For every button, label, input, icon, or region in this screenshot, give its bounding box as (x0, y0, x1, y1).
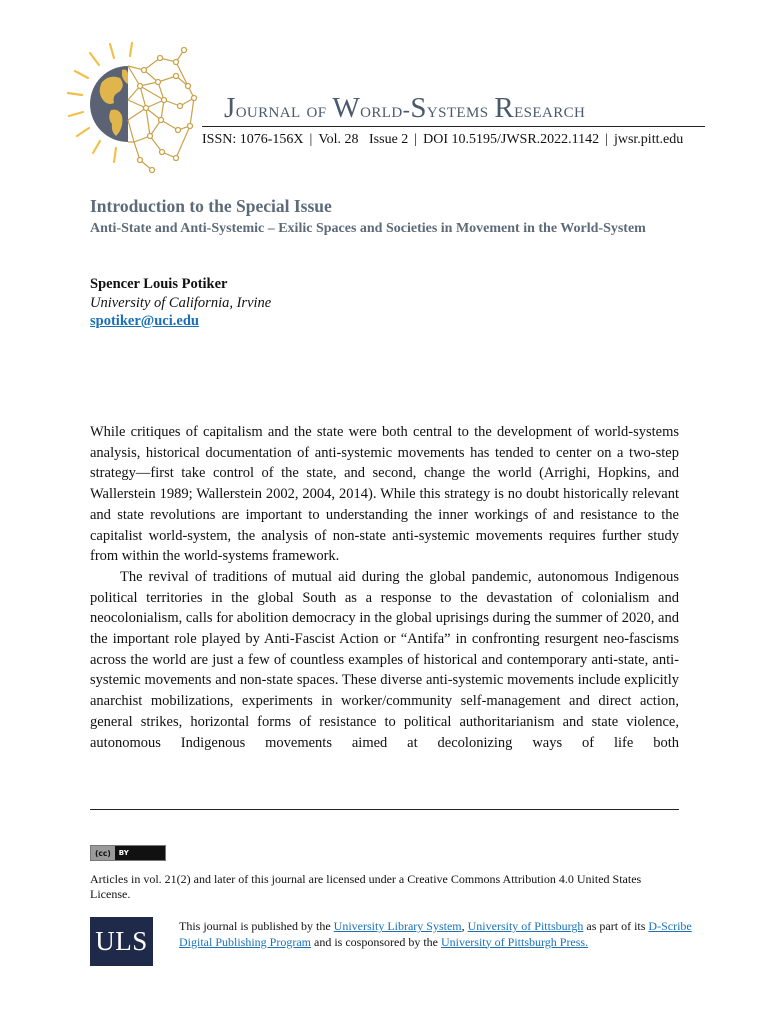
uls-logo: ULS (90, 917, 153, 966)
university-library-system-link[interactable]: University Library System (333, 919, 462, 933)
author-affiliation: University of California, Irvine (90, 295, 272, 311)
paragraph-2: The revival of traditions of mutual aid during the global pandemic, autonomous Indigenous political territories in the global South as a response to the devastation of colonialism and neocolonialism, calls for abolition democracy in the global uprisings during the summer of 2020, and the important role played by Anti-Fascist Action or “Antifa” in confronting resurgent neo-fascisms across the world are just a few of countless examples of historical and contemporary anti-state, anti-systemic movements and non-state spaces. These diverse anti-systemic movements include explicitly anarchist mobilizations, experiments in worker/community self-management and direct action, general strikes, horizontal forms of resistance to political authoritarianism and state violence, autonomous Indigenous movements aimed at decolonizing ways of life both (90, 568, 679, 751)
volume-issue: Vol. 28 Issue 2 (318, 132, 409, 147)
doi: DOI 10.5195/JWSR.2022.1142 (423, 132, 600, 147)
cc-by-license-badge[interactable] (90, 845, 166, 861)
by-icon: BY (118, 849, 129, 857)
author-email-link[interactable]: spotiker@uci.edu (90, 313, 199, 329)
pitt-press-link[interactable]: University of Pittsburgh Press. (440, 934, 589, 949)
journal-website[interactable]: jwsr.pitt.edu (613, 132, 684, 147)
footer-rule (90, 809, 679, 810)
university-of-pittsburgh-link[interactable]: University of Pittsburgh (467, 919, 584, 933)
journal-meta (202, 132, 683, 148)
journal-title: Journal of World-Systems Research (224, 92, 586, 124)
separator: | (309, 132, 313, 147)
license-text: Articles in vol. 21(2) and later of this journal are licensed under a Creative Commons Attribution 4.0 United States License. (90, 872, 642, 901)
article-body (90, 422, 679, 753)
journal-logo (64, 40, 204, 180)
paragraph-1: While critiques of capitalism and the state were both central to the development of world-systems analysis, historical documentation of anti-systemic movements has tended to center on a two-step strategy—first take control of the state, and second, change the world (Arrighi, Hopkins, and Wallerstein 1989; Wallerstein 2002, 2004, 2014). While this strategy is no doubt historically relevant and state revolutions are important to understanding the inner workings of and resistance to the capitalist world-system, the analysis of non-state anti-systemic movements requires further study from within the world-systems framework. (90, 424, 679, 565)
author-name: Spencer Louis Potiker (90, 276, 228, 292)
section-heading: Introduction to the Special Issue (90, 196, 332, 216)
cc-icon: (cc) (91, 846, 115, 860)
header-rule (202, 126, 705, 127)
d-scribe-program-link[interactable]: D-Scribe Digital Publishing Program (179, 919, 692, 949)
article-subtitle: Anti-State and Anti-Systemic – Exilic Spaces and Societies in Movement in the World-System (90, 221, 646, 236)
publisher-note: This journal is published by the University Library System, University of Pittsburgh as part of its D-Scribe Digital Publishing Program and is cosponsored by the University of Pittsburgh Press. (179, 919, 692, 949)
separator: | (605, 132, 608, 147)
separator: | (414, 132, 418, 147)
issn: ISSN: 1076-156X (202, 132, 304, 147)
